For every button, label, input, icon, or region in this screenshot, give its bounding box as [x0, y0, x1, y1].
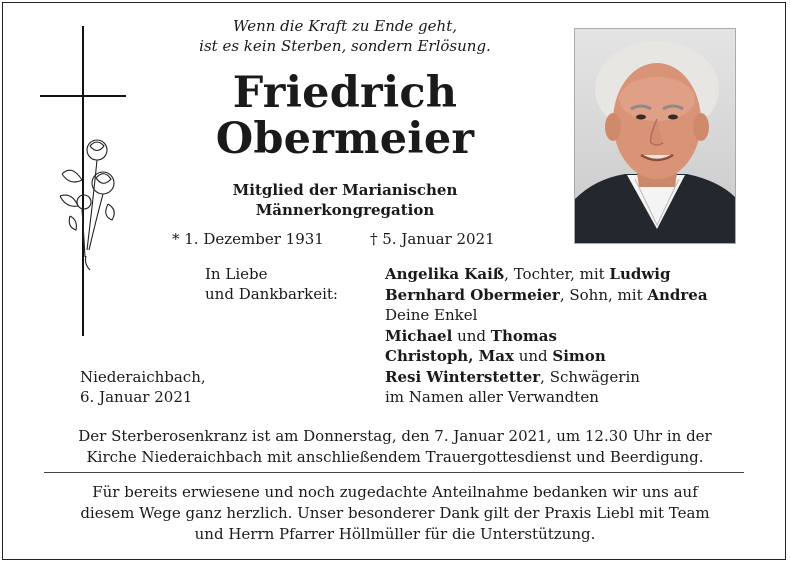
mourner-relation: , Tochter, mit	[504, 265, 610, 283]
portrait-photo	[574, 28, 736, 244]
funeral-notice-line-1: Der Sterberosenkranz ist am Donnerstag, den 7. Januar 2021, um 12.30 Uhr in der	[78, 427, 712, 445]
organization-line-1: Mitglied der Marianischen	[232, 181, 458, 199]
death-date: † 5. Januar 2021	[370, 230, 495, 248]
birth-date: * 1. Dezember 1931	[172, 230, 324, 248]
place: Niederaichbach,	[80, 368, 206, 386]
motto	[160, 16, 530, 56]
mourner-name: Bernhard Obermeier	[385, 285, 560, 304]
thanks-label-line-1: In Liebe	[205, 265, 268, 283]
mourner-relation: und	[513, 347, 553, 365]
place-and-date	[80, 367, 206, 407]
mourner-line	[385, 387, 708, 408]
mourners-list	[385, 264, 708, 408]
date: 6. Januar 2021	[80, 388, 193, 406]
thanks-label	[205, 264, 338, 304]
mourner-relation: , Sohn, mit	[559, 285, 648, 304]
gratitude-line-1: Für bereits erwiesene und noch zugedachte Anteilnahme bedanken wir uns auf	[92, 483, 698, 501]
funeral-notice-line-2: Kirche Niederaichbach mit anschließendem Trauergottesdienst und Beerdigung.	[86, 448, 704, 466]
cross-with-roses-icon	[40, 26, 130, 338]
mourner-name: Simon	[552, 347, 606, 365]
mourner-relation: im Namen aller Verwandten	[385, 388, 599, 406]
gratitude-line-2: diesem Wege ganz herzlich. Unser besonderer Dank gilt der Praxis Liebl mit Team	[80, 504, 710, 522]
mourner-name: Thomas	[490, 326, 557, 345]
mourner-line	[385, 285, 708, 306]
mourner-name: Andrea	[647, 285, 708, 304]
first-name: Friedrich	[232, 68, 458, 118]
gratitude-line-3: und Herrn Pfarrer Höllmüller für die Unterstützung.	[194, 525, 596, 543]
organization	[190, 180, 500, 220]
mourner-name: Michael	[385, 326, 453, 345]
gratitude-text	[30, 482, 760, 545]
mourner-relation: Deine Enkel	[385, 306, 478, 324]
mourner-name: Christoph, Max	[385, 347, 514, 365]
mourner-line	[385, 346, 708, 367]
mourner-relation: , Schwägerin	[540, 367, 640, 386]
mourner-name: Angelika Kaiß	[385, 265, 505, 283]
funeral-notice	[30, 426, 760, 468]
motto-line-1: Wenn die Kraft zu Ende geht,	[233, 17, 457, 35]
mourner-line	[385, 326, 708, 347]
mourner-relation: und	[452, 326, 491, 345]
mourner-line	[385, 305, 708, 326]
last-name: Obermeier	[215, 114, 475, 164]
thanks-label-line-2: und Dankbarkeit:	[205, 285, 338, 303]
mourner-name: Ludwig	[609, 265, 671, 283]
motto-line-2: ist es kein Sterben, sondern Erlösung.	[199, 37, 491, 55]
deceased-name	[170, 70, 520, 162]
mourner-line	[385, 264, 708, 285]
divider	[44, 472, 744, 473]
mourner-line	[385, 367, 708, 388]
mourner-name: Resi Winterstetter	[385, 367, 541, 386]
organization-line-2: Männerkongregation	[255, 201, 435, 219]
